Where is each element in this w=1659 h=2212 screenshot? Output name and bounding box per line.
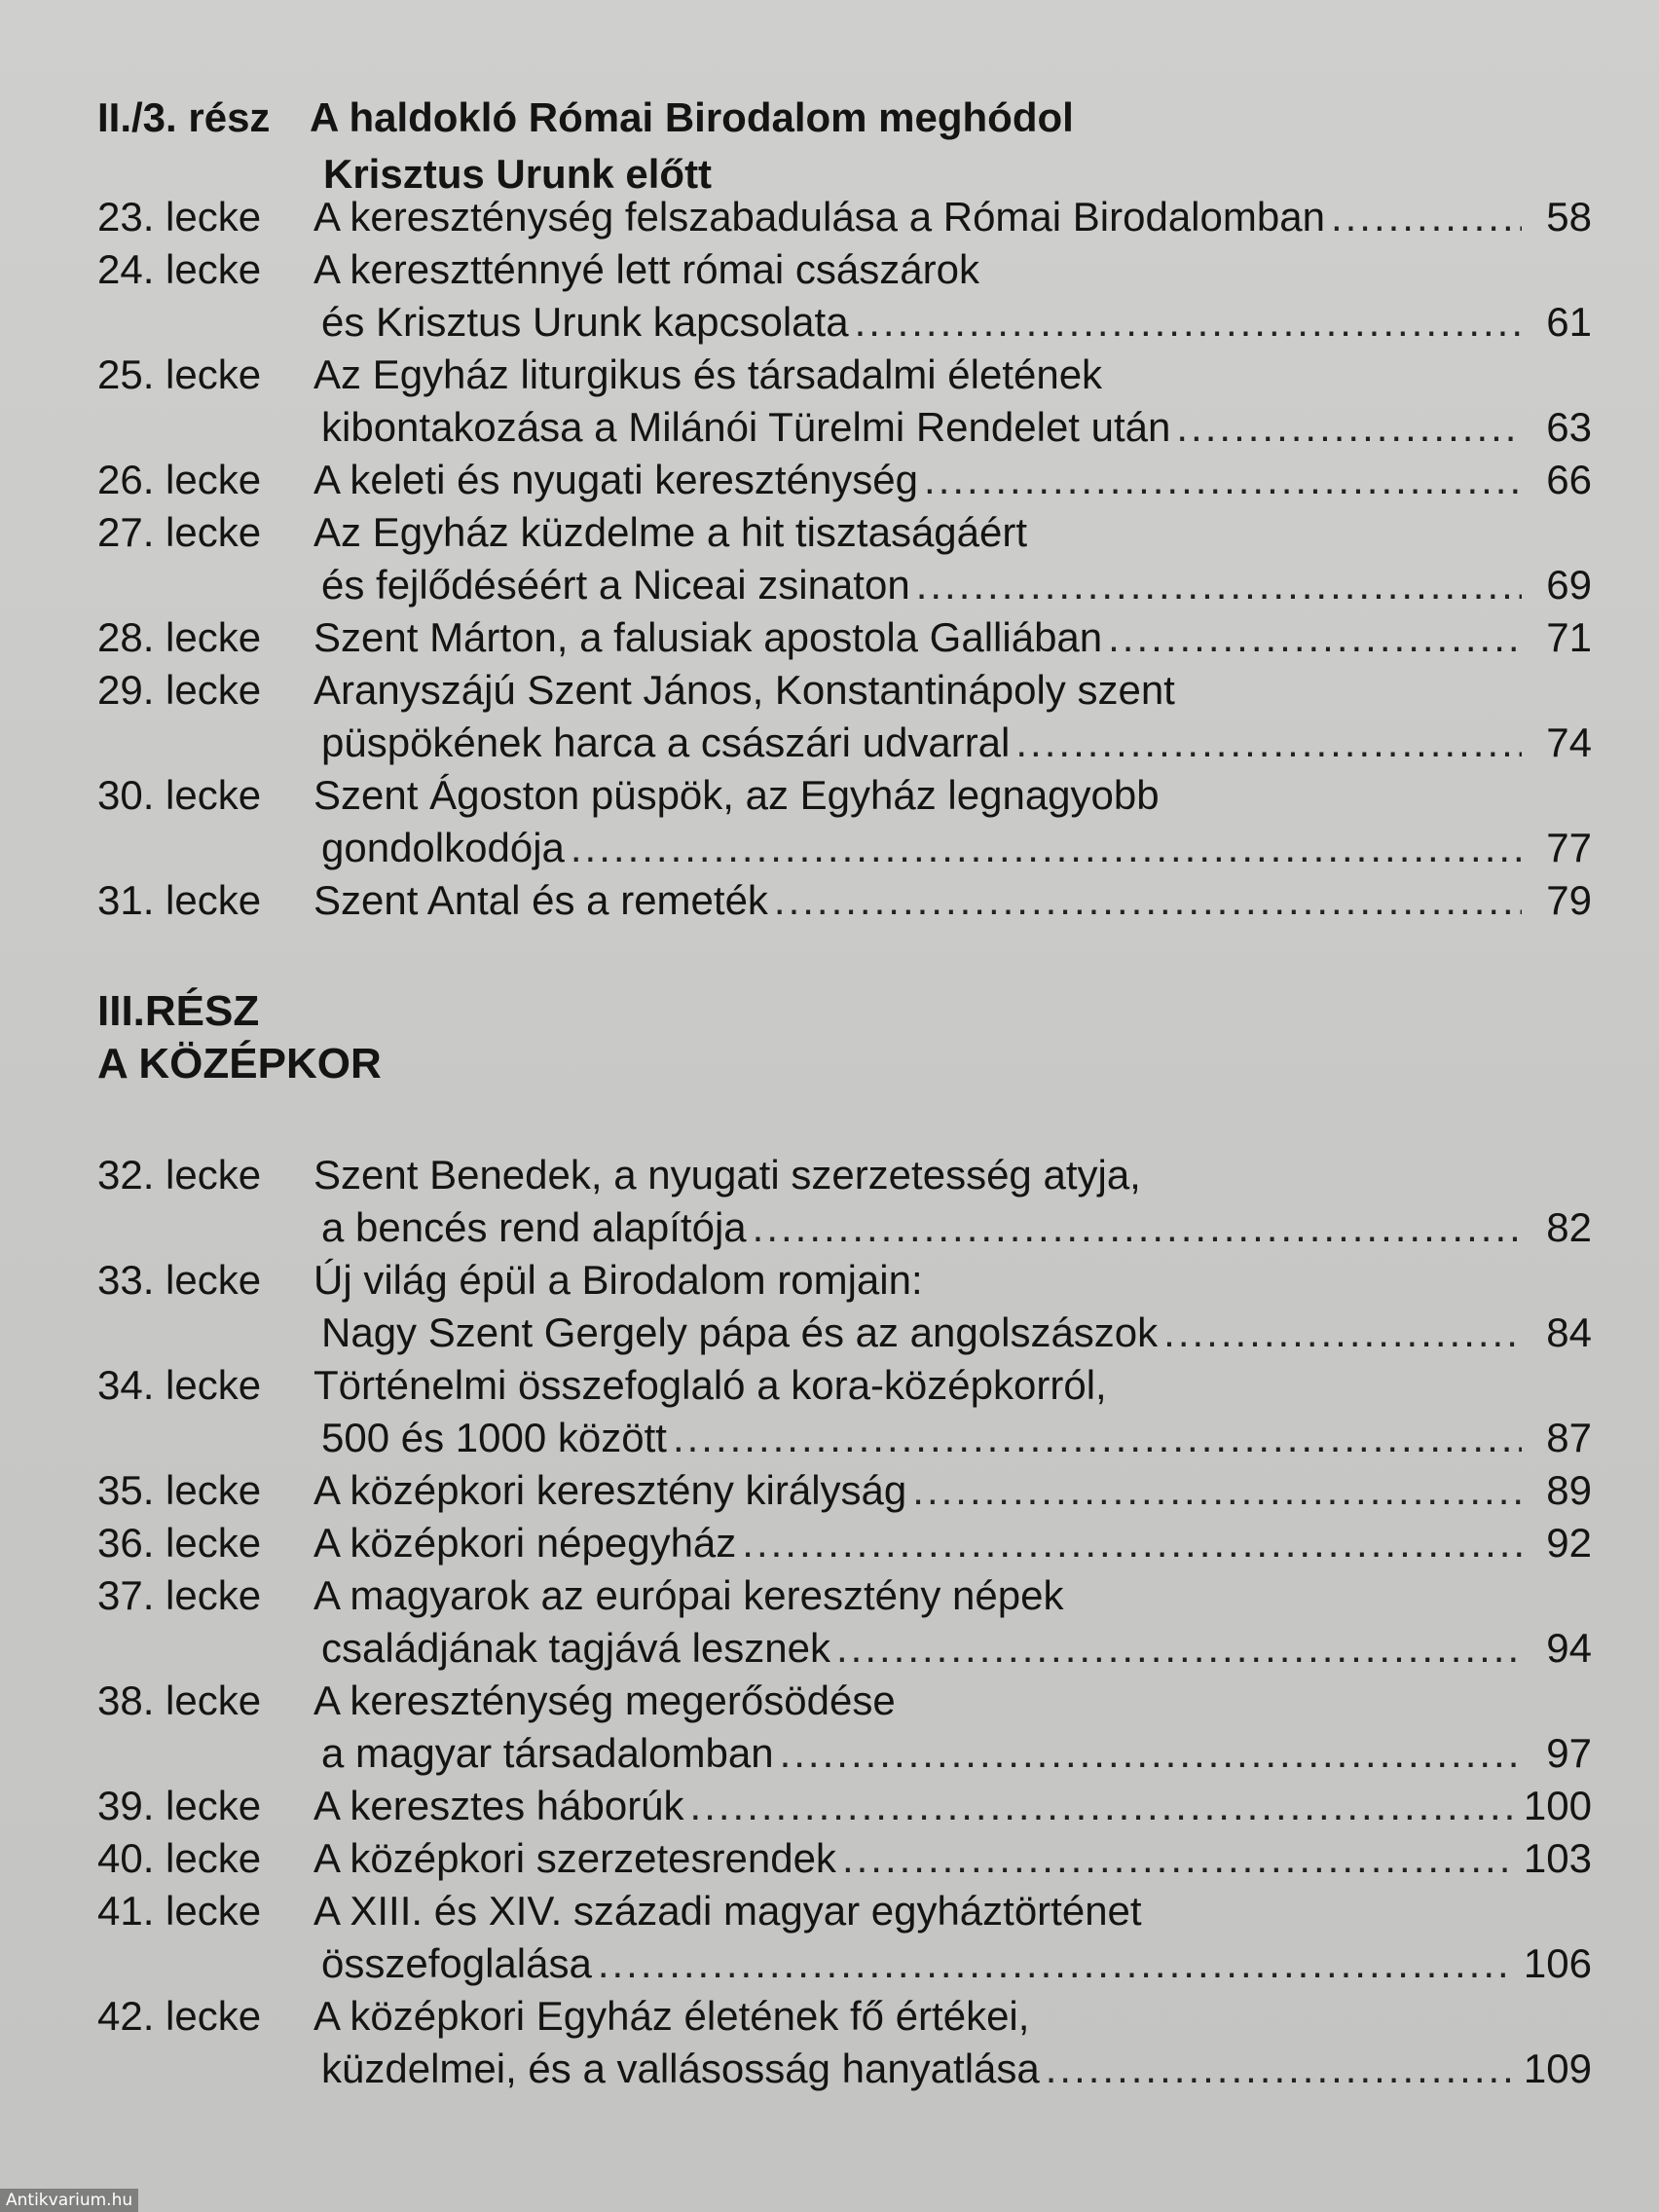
title-line: [313, 1307, 1592, 1359]
page-number: 103: [1523, 1835, 1592, 1881]
lesson-title: [313, 1885, 1592, 1990]
dot-leader: [924, 454, 1522, 506]
toc-entry: [97, 1990, 1592, 2095]
page-number: 109: [1523, 2046, 1592, 2091]
title-line: [313, 191, 1592, 243]
lesson-number: 40. lecke: [97, 1835, 262, 1881]
toc-entry: [97, 769, 1592, 874]
lesson-title: [313, 1149, 1592, 1254]
toc-entry: [97, 1149, 1592, 1254]
title-text: püspökének harca a császári udvarral: [321, 719, 1011, 765]
lesson-number: 36. lecke: [97, 1520, 262, 1566]
title-line: Az Egyház küzdelme a hit tisztaságáért: [313, 509, 1028, 555]
dot-leader: [742, 1517, 1522, 1569]
lesson-number: 42. lecke: [97, 1993, 262, 2039]
page-number: 69: [1546, 562, 1592, 608]
page-number: 94: [1546, 1625, 1592, 1671]
title-line: Aranyszájú Szent János, Konstantinápoly szent: [313, 667, 1175, 713]
lesson-title: [313, 611, 1592, 664]
title-text: A keresztes háborúk: [313, 1783, 684, 1828]
dot-leader: [912, 1464, 1522, 1517]
dot-leader: [774, 874, 1522, 927]
dot-leader: [780, 1727, 1522, 1780]
lesson-number: 39. lecke: [97, 1783, 262, 1828]
toc-entry: [97, 349, 1592, 454]
title-text: Szent Antal és a remeték: [313, 877, 768, 923]
lesson-title: [313, 454, 1592, 506]
toc-entry: [97, 1517, 1592, 1569]
lesson-number: 23. lecke: [97, 194, 262, 240]
lesson-title: [313, 874, 1592, 927]
title-line: [313, 296, 1592, 349]
page-number: 87: [1546, 1415, 1592, 1460]
toc-entry: [97, 1464, 1592, 1517]
title-line: [313, 454, 1592, 506]
title-line: A keresztténnyé lett római császárok: [313, 246, 979, 292]
toc-list-part-2: [97, 1149, 1592, 2095]
lesson-number: 29. lecke: [97, 667, 262, 713]
toc-entry: [97, 1885, 1592, 1990]
title-text: A középkori szerzetesrendek: [313, 1835, 836, 1881]
lesson-title: [313, 243, 1592, 349]
title-line: [313, 1832, 1592, 1885]
section-title-continued: Krisztus Urunk előtt: [323, 151, 713, 197]
dot-leader: [842, 1832, 1514, 1885]
toc-entry: [97, 1569, 1592, 1675]
dot-leader: [673, 1412, 1522, 1464]
section-number: III.RÉSZ: [97, 987, 260, 1035]
lesson-title: [313, 1675, 1592, 1780]
title-line: [313, 1201, 1592, 1254]
page-number: 58: [1546, 194, 1592, 240]
toc-entry: [97, 1780, 1592, 1832]
title-line: Az Egyház liturgikus és társadalmi életének: [313, 351, 1103, 397]
lesson-title: [313, 664, 1592, 769]
dot-leader: [1015, 717, 1522, 769]
title-line: A magyarok az európai keresztény népek: [313, 1572, 1064, 1618]
lesson-number: 34. lecke: [97, 1362, 262, 1408]
toc-entry: [97, 611, 1592, 664]
dot-leader: [1176, 401, 1522, 454]
toc-entry: [97, 1675, 1592, 1780]
title-text: A keleti és nyugati kereszténység: [313, 457, 919, 502]
toc-entry: [97, 874, 1592, 927]
title-text: családjának tagjává lesznek: [321, 1625, 830, 1671]
lesson-title: [313, 1569, 1592, 1675]
lesson-title: [313, 1990, 1592, 2095]
lesson-title: [313, 349, 1592, 454]
toc-entry: [97, 1359, 1592, 1464]
lesson-title: [313, 506, 1592, 611]
page-number: 82: [1546, 1204, 1592, 1250]
page-number: 79: [1546, 877, 1592, 923]
watermark: Antikvarium.hu: [0, 2189, 138, 2212]
dot-leader: [1108, 611, 1522, 664]
page-number: 84: [1546, 1309, 1592, 1355]
title-text: A kereszténység felszabadulása a Római Birodalomban: [313, 194, 1325, 240]
page-number: 92: [1546, 1520, 1592, 1566]
lesson-title: [313, 1832, 1592, 1885]
lesson-number: 33. lecke: [97, 1257, 262, 1303]
lesson-number: 27. lecke: [97, 509, 262, 555]
page-number: 77: [1546, 825, 1592, 870]
toc-entry: [97, 1254, 1592, 1359]
title-line: [313, 401, 1592, 454]
title-text: a bencés rend alapítója: [321, 1204, 747, 1250]
dot-leader: [753, 1201, 1522, 1254]
page-number: 106: [1523, 1940, 1592, 1986]
lesson-number: 35. lecke: [97, 1467, 262, 1513]
section-header-2-3: [97, 90, 1606, 203]
page-number: 89: [1546, 1467, 1592, 1513]
lesson-number: 28. lecke: [97, 614, 262, 660]
page-number: 61: [1546, 299, 1592, 345]
lesson-title: [313, 1254, 1592, 1359]
title-line: [313, 1937, 1592, 1990]
section-header-3: [97, 985, 1606, 1090]
lesson-number: 30. lecke: [97, 772, 262, 818]
lesson-number: 26. lecke: [97, 457, 262, 502]
title-line: A középkori Egyház életének fő értékei,: [313, 1993, 1030, 2039]
title-line: [313, 1464, 1592, 1517]
title-line: Történelmi összefoglaló a kora-középkorról,: [313, 1362, 1107, 1408]
lesson-title: [313, 769, 1592, 874]
toc-entry: [97, 191, 1592, 243]
page-number: 97: [1546, 1730, 1592, 1776]
dot-leader: [1163, 1307, 1522, 1359]
title-text: összefoglalása: [321, 1940, 592, 1986]
lesson-number: 41. lecke: [97, 1888, 262, 1934]
title-line: [313, 559, 1592, 611]
lesson-number: 31. lecke: [97, 877, 262, 923]
title-line: [313, 2043, 1592, 2095]
title-text: kibontakozása a Milánói Türelmi Rendelet után: [321, 404, 1171, 450]
page-number: 100: [1523, 1783, 1592, 1828]
title-line: [313, 1780, 1592, 1832]
dot-leader: [598, 1937, 1514, 1990]
toc-entry: [97, 454, 1592, 506]
title-line: [313, 611, 1592, 664]
page-number: 66: [1546, 457, 1592, 502]
lesson-title: [313, 1464, 1592, 1517]
lesson-title: [313, 1359, 1592, 1464]
toc-list-part-1: [97, 191, 1592, 927]
lesson-number: 32. lecke: [97, 1152, 262, 1198]
dot-leader: [836, 1622, 1522, 1675]
dot-leader: [1046, 2043, 1514, 2095]
title-line: A XIII. és XIV. századi magyar egyháztörténet: [313, 1888, 1142, 1934]
toc-entry: [97, 1832, 1592, 1885]
title-text: és Krisztus Urunk kapcsolata: [321, 299, 849, 345]
title-line: [313, 1517, 1592, 1569]
title-line: [313, 1727, 1592, 1780]
dot-leader: [916, 559, 1522, 611]
page-number: 74: [1546, 719, 1592, 765]
title-text: Nagy Szent Gergely pápa és az angolszászok: [321, 1309, 1159, 1355]
dot-leader: [855, 296, 1522, 349]
dot-leader: [1331, 191, 1522, 243]
section-number: II./3. rész: [97, 94, 271, 140]
lesson-number: 24. lecke: [97, 246, 262, 292]
lesson-title: [313, 1517, 1592, 1569]
title-line: A kereszténység megerősödése: [313, 1677, 896, 1723]
lesson-number: 25. lecke: [97, 351, 262, 397]
section-title: A KÖZÉPKOR: [97, 1040, 382, 1088]
title-line: [313, 1622, 1592, 1675]
title-text: A középkori keresztény királyság: [313, 1467, 907, 1513]
lesson-number: 37. lecke: [97, 1572, 262, 1618]
toc-entry: [97, 243, 1592, 349]
lesson-number: 38. lecke: [97, 1677, 262, 1723]
title-line: [313, 717, 1592, 769]
page-number: 71: [1546, 614, 1592, 660]
title-line: Szent Ágoston püspök, az Egyház legnagyobb: [313, 772, 1160, 818]
dot-leader: [690, 1780, 1514, 1832]
toc-entry: [97, 664, 1592, 769]
title-text: gondolkodója: [321, 825, 565, 870]
toc-entry: [97, 506, 1592, 611]
title-line: [313, 1412, 1592, 1464]
section-title: A haldokló Római Birodalom meghódol: [310, 94, 1074, 140]
title-line: [313, 822, 1592, 874]
title-text: 500 és 1000 között: [321, 1415, 667, 1460]
title-line: [313, 874, 1592, 927]
title-text: Szent Márton, a falusiak apostola Galliában: [313, 614, 1103, 660]
title-text: küzdelmei, és a vallásosság hanyatlása: [321, 2046, 1040, 2091]
title-text: és fejlődéséért a Niceai zsinaton: [321, 562, 910, 608]
title-text: A középkori népegyház: [313, 1520, 737, 1566]
title-text: a magyar társadalomban: [321, 1730, 774, 1776]
dot-leader: [571, 822, 1522, 874]
lesson-title: [313, 1780, 1592, 1832]
lesson-title: [313, 191, 1592, 243]
title-line: Új világ épül a Birodalom romjain:: [313, 1257, 923, 1303]
page-number: 63: [1546, 404, 1592, 450]
title-line: Szent Benedek, a nyugati szerzetesség atyja,: [313, 1152, 1141, 1198]
